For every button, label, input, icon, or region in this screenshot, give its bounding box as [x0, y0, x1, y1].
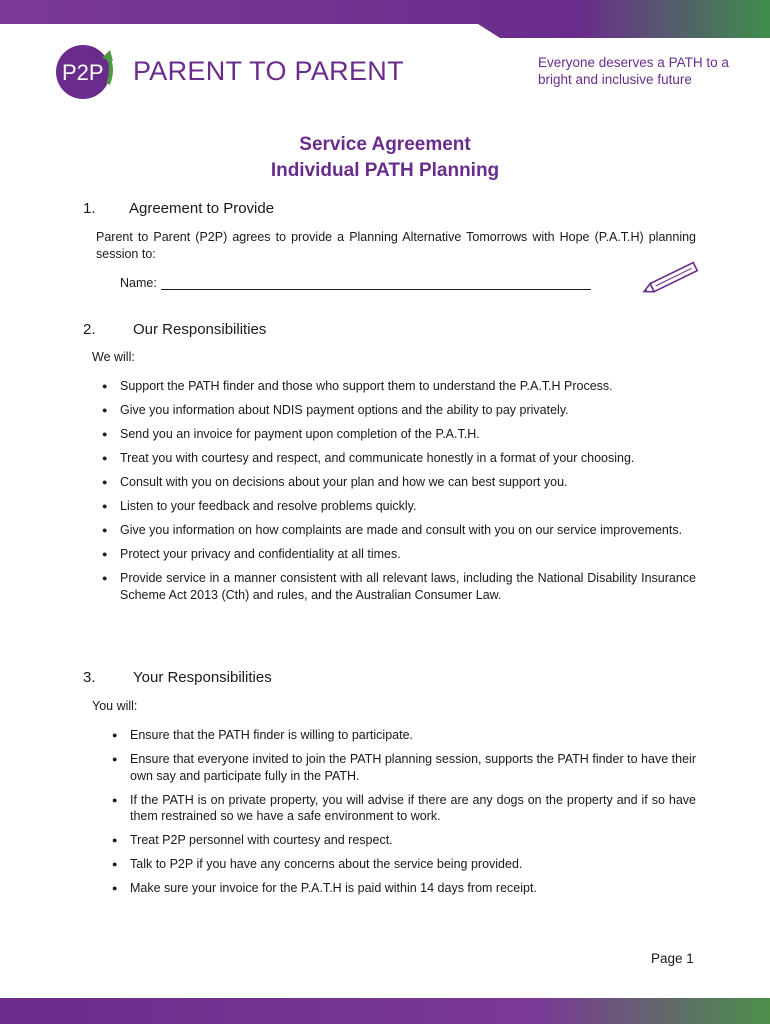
list-item: ● Give you information about NDIS payment options and the ability to pay privately.: [100, 402, 696, 419]
section3-heading: Your Responsibilities: [133, 669, 272, 686]
section2-heading: Our Responsibilities: [133, 321, 267, 338]
list-item: ● Consult with you on decisions about your plan and how we can best support you.: [100, 474, 696, 491]
name-underline[interactable]: [161, 277, 591, 290]
document-subtitle: Individual PATH Planning: [270, 160, 500, 181]
list-item: ● Listen to your feedback and resolve problems quickly.: [100, 498, 696, 515]
section2-number: 2.: [83, 321, 96, 338]
logo-text: P2P: [62, 60, 104, 85]
name-label: Name:: [120, 276, 157, 290]
section1-paragraph: Parent to Parent (P2P) agrees to provide a Planning Alternative Tomorrows with Hope (P.A.T.H) planning session to:: [96, 230, 696, 261]
brand-name: PARENT TO PARENT: [133, 56, 404, 86]
list-item: ● Talk to P2P if you have any concerns about the service being provided.: [110, 856, 696, 873]
list-item: ● Ensure that everyone invited to join the PATH planning session, supports the PATH finder to have their own say and participate fully in the PATH.: [110, 751, 696, 784]
p2p-logo: [50, 44, 118, 100]
list-item: ● Provide service in a manner consistent with all relevant laws, including the National Disability Insurance Scheme Act 2013 (Cth) and rules, and the Australian Consumer Law.: [100, 570, 696, 603]
list-item: ● Give you information on how complaints are made and consult with you on our service improvements.: [100, 522, 696, 539]
header-band: [0, 0, 770, 38]
our-responsibilities-list: [100, 378, 696, 603]
page-number: Page 1: [651, 951, 694, 966]
footer-band: [0, 998, 770, 1024]
name-field[interactable]: [120, 276, 591, 290]
section3-intro: You will:: [92, 699, 138, 713]
section3-number: 3.: [83, 669, 96, 686]
document-title: Service Agreement: [299, 134, 471, 155]
your-responsibilities-list: [110, 727, 696, 897]
tagline: Everyone deserves a PATH to a bright and inclusive future: [538, 55, 729, 87]
section2-intro: We will:: [92, 350, 135, 364]
section1-heading: Agreement to Provide: [129, 200, 275, 217]
list-item: ● Treat P2P personnel with courtesy and respect.: [110, 832, 696, 849]
pencil-icon: [640, 258, 706, 298]
section1-number: 1.: [83, 200, 96, 217]
list-item: ● Make sure your invoice for the P.A.T.H is paid within 14 days from receipt.: [110, 880, 696, 897]
list-item: ● Support the PATH finder and those who support them to understand the P.A.T.H Process.: [100, 378, 696, 395]
list-item: ● Ensure that the PATH finder is willing to participate.: [110, 727, 696, 744]
list-item: ● Send you an invoice for payment upon completion of the P.A.T.H.: [100, 426, 696, 443]
list-item: ● Protect your privacy and confidentiality at all times.: [100, 546, 696, 563]
list-item: ● If the PATH is on private property, you will advise if there are any dogs on the property and if so have them restrained so we have a safe environment to work.: [110, 792, 696, 825]
list-item: ● Treat you with courtesy and respect, and communicate honestly in a format of your choosing.: [100, 450, 696, 467]
